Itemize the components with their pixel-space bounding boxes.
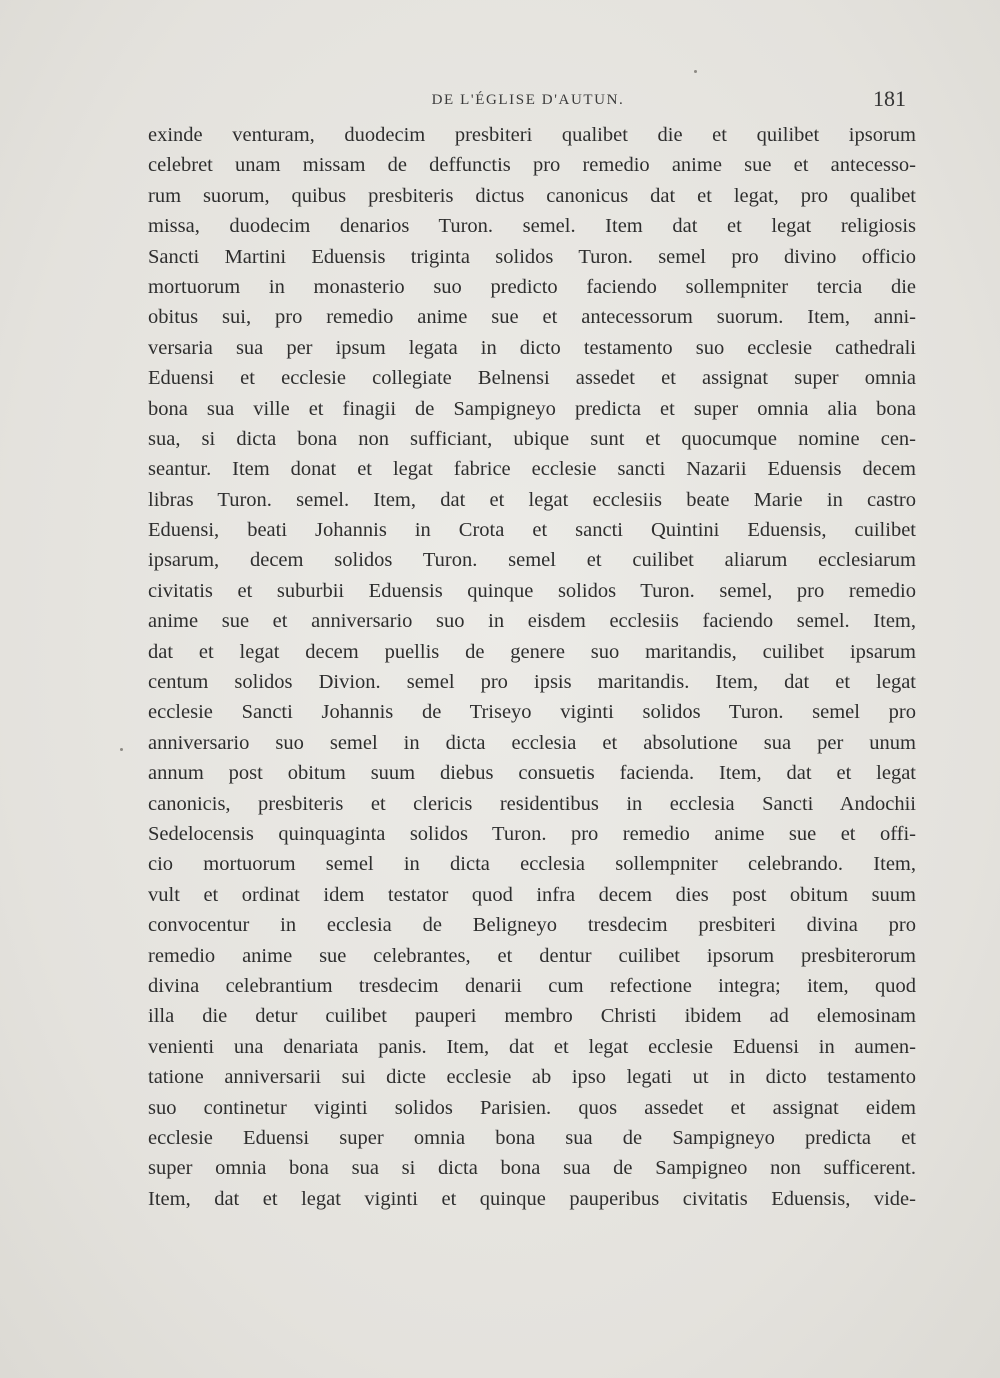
text-line: remedio anime sue celebrantes, et dentur cuilibet ipsorum presbiterorum <box>148 944 916 967</box>
text-line: convocentur in ecclesia de Beligneyo tresdecim presbiteri divina pro <box>148 914 916 937</box>
text-line: anime sue et anniversario suo in eisdem ecclesiis faciendo semel. Item, <box>148 610 916 633</box>
text-line: super omnia bona sua si dicta bona sua de Sampigneo non sufficerent. <box>148 1157 916 1180</box>
text-line: sua, si dicta bona non sufficiant, ubique sunt et quocumque nomine cen- <box>148 427 916 450</box>
paper-speck <box>694 70 697 73</box>
text-line: Item, dat et legat viginti et quinque pauperibus civitatis Eduensis, vide- <box>148 1187 916 1210</box>
text-line: versaria sua per ipsum legata in dicto testamento suo ecclesie cathedrali <box>148 336 916 359</box>
running-title: DE L'ÉGLISE D'AUTUN. <box>431 92 625 108</box>
paper-speck <box>120 748 123 751</box>
text-line: ecclesie Sancti Johannis de Triseyo viginti solidos Turon. semel pro <box>148 701 916 724</box>
text-line: vult et ordinat idem testator quod infra decem dies post obitum suum <box>148 883 916 906</box>
text-line: cio mortuorum semel in dicta ecclesia sollempniter celebrando. Item, <box>148 853 916 876</box>
text-line: Sancti Martini Eduensis triginta solidos Turon. semel pro divino officio <box>148 245 916 268</box>
page-number: 181 <box>873 86 906 111</box>
text-line: ecclesie Eduensi super omnia bona sua de Sampigneyo predicta et <box>148 1126 916 1149</box>
text-line: libras Turon. semel. Item, dat et legat ecclesiis beate Marie in castro <box>148 488 916 511</box>
text-line: rum suorum, quibus presbiteris dictus canonicus dat et legat, pro qualibet <box>148 184 916 207</box>
text-line: anniversario suo semel in dicta ecclesia et absolutione sua per unum <box>148 731 916 754</box>
text-line: canonicis, presbiteris et clericis residentibus in ecclesia Sancti Andochii <box>148 792 916 815</box>
text-line: seantur. Item donat et legat fabrice ecclesie sancti Nazarii Eduensis decem <box>148 458 916 481</box>
text-line: Sedelocensis quinquaginta solidos Turon. pro remedio anime sue et offi- <box>148 822 916 845</box>
text-line: bona sua ville et finagii de Sampigneyo predicta et super omnia alia bona <box>148 397 916 420</box>
text-line: civitatis et suburbii Eduensis quinque solidos Turon. semel, pro remedio <box>148 579 916 602</box>
page-header <box>148 86 908 116</box>
text-line: illa die detur cuilibet pauperi membro Christi ibidem ad elemosinam <box>148 1005 916 1028</box>
text-line: dat et legat decem puellis de genere suo maritandis, cuilibet ipsarum <box>148 640 916 663</box>
text-line: suo continetur viginti solidos Parisien. quos assedet et assignat eidem <box>148 1096 916 1119</box>
text-line: ipsarum, decem solidos Turon. semel et cuilibet aliarum ecclesiarum <box>148 549 916 572</box>
text-line: celebret unam missam de deffunctis pro remedio anime sue et antecesso- <box>148 154 916 177</box>
text-line: annum post obitum suum diebus consuetis facienda. Item, dat et legat <box>148 762 916 785</box>
text-line: Eduensi, beati Johannis in Crota et sancti Quintini Eduensis, cuilibet <box>148 519 916 542</box>
text-line: tatione anniversarii sui dicte ecclesie ab ipso legati ut in dicto testamento <box>148 1066 916 1089</box>
text-line: exinde venturam, duodecim presbiteri qualibet die et quilibet ipsorum <box>148 124 916 146</box>
text-line: venienti una denariata panis. Item, dat et legat ecclesie Eduensi in aumen- <box>148 1035 916 1058</box>
text-line: Eduensi et ecclesie collegiate Belnensi assedet et assignat super omnia <box>148 367 916 390</box>
text-line: obitus sui, pro remedio anime sue et antecessorum suorum. Item, anni- <box>148 306 916 329</box>
body-text <box>148 120 916 1214</box>
text-line: missa, duodecim denarios Turon. semel. Item dat et legat religiosis <box>148 215 916 238</box>
text-line: centum solidos Divion. semel pro ipsis maritandis. Item, dat et legat <box>148 671 916 694</box>
text-line: divina celebrantium tresdecim denarii cum refectione integra; item, quod <box>148 974 916 997</box>
text-line: mortuorum in monasterio suo predicto faciendo sollempniter tercia die <box>148 275 916 298</box>
